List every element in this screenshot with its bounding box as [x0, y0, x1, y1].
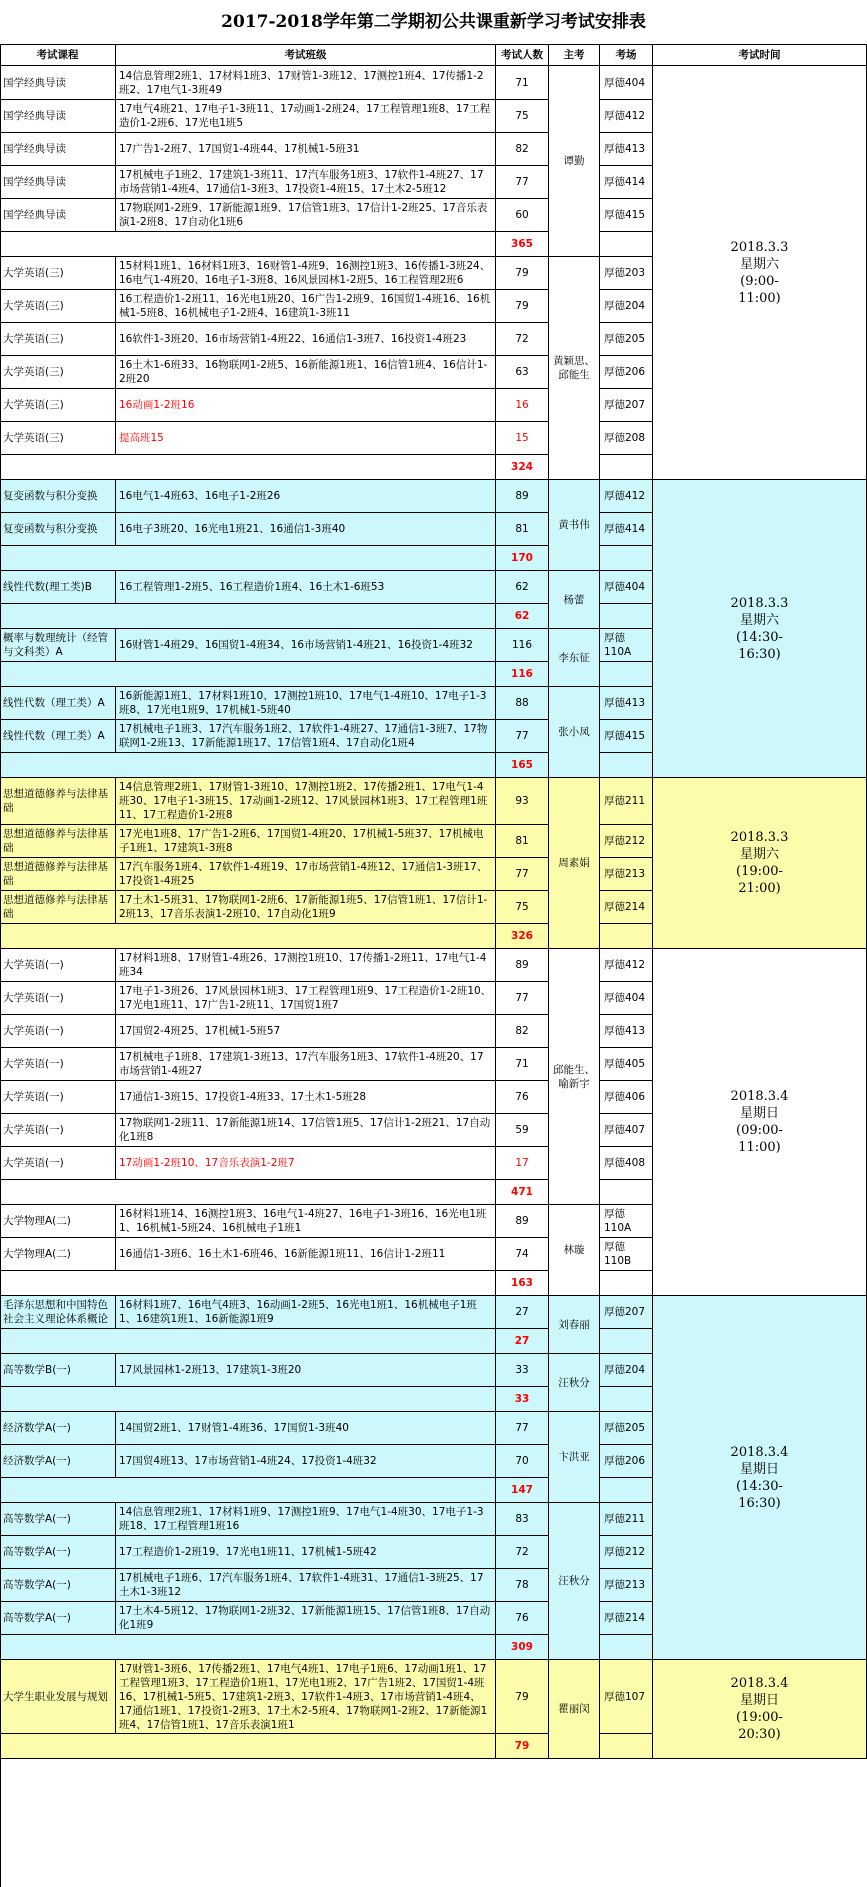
- count-cell: 79: [496, 1660, 549, 1734]
- course-cell: 国学经典导读: [0, 66, 116, 100]
- subtotal-spacer: [0, 753, 496, 778]
- examiner-cell: 张小凤: [549, 687, 600, 778]
- room-cell: 厚德412: [600, 949, 653, 982]
- classes-cell: 17机械电子1班6、17汽车服务1班4、17软件1-4班31、17通信1-3班25、17土木1-3班12: [116, 1569, 496, 1602]
- classes-cell: 16电气1-4班63、16电子1-2班26: [116, 480, 496, 513]
- course-cell: 大学英语(一): [0, 1081, 116, 1114]
- classes-cell: 17土木4-5班12、17物联网1-2班32、17新能源1班15、17信管1班8、17自动化1班9: [116, 1602, 496, 1635]
- course-cell: 思想道德修养与法律基础: [0, 891, 116, 924]
- classes-cell: 17国贸2-4班25、17机械1-5班57: [116, 1015, 496, 1048]
- course-cell: 毛泽东思想和中国特色社会主义理论体系概论: [0, 1296, 116, 1329]
- count-cell: 89: [496, 949, 549, 982]
- subtotal-room-spacer: [600, 1734, 653, 1759]
- count-cell: 60: [496, 199, 549, 232]
- course-cell: 大学英语(三): [0, 323, 116, 356]
- course-cell: 国学经典导读: [0, 199, 116, 232]
- subtotal-room-spacer: [600, 924, 653, 949]
- count-cell: 63: [496, 356, 549, 389]
- classes-cell: 17电子1-3班26、17风景园林1班3、17工程管理1班9、17工程造价1-2班10、17光电1班11、17广告1-2班11、17国贸1班7: [116, 982, 496, 1015]
- count-cell: 74: [496, 1238, 549, 1271]
- room-cell: 厚德404: [600, 982, 653, 1015]
- subtotal-room-spacer: [600, 753, 653, 778]
- examiner-cell: 刘春丽: [549, 1296, 600, 1354]
- count-cell: 93: [496, 778, 549, 825]
- examiner-cell: 卞洪亚: [549, 1412, 600, 1503]
- course-cell: 概率与数理统计（经管与文科类）A: [0, 629, 116, 662]
- room-cell: 厚德211: [600, 1503, 653, 1536]
- subtotal-room-spacer: [600, 662, 653, 687]
- subtotal-count: 62: [496, 604, 549, 629]
- subtotal-count: 165: [496, 753, 549, 778]
- subtotal-room-spacer: [600, 1329, 653, 1354]
- subtotal-count: 163: [496, 1271, 549, 1296]
- subtotal-spacer: [0, 604, 496, 629]
- room-cell: 厚德204: [600, 290, 653, 323]
- classes-cell: 16电子3班20、16光电1班21、16通信1-3班40: [116, 513, 496, 546]
- count-cell: 70: [496, 1445, 549, 1478]
- subtotal-count: 326: [496, 924, 549, 949]
- examiner-cell: 周素娟: [549, 778, 600, 949]
- subtotal-room-spacer: [600, 604, 653, 629]
- room-cell: 厚德408: [600, 1147, 653, 1180]
- count-cell: 81: [496, 513, 549, 546]
- subtotal-count: 471: [496, 1180, 549, 1205]
- room-cell: 厚德413: [600, 133, 653, 166]
- subtotal-count: 147: [496, 1478, 549, 1503]
- count-cell: 27: [496, 1296, 549, 1329]
- subtotal-count: 365: [496, 232, 549, 257]
- course-cell: 线性代数（理工类）A: [0, 720, 116, 753]
- classes-cell: 16材料1班14、16测控1班3、16电气1-4班27、16电子1-3班16、16光电1班1、16机械1-5班24、16机械电子1班1: [116, 1205, 496, 1238]
- count-cell: 76: [496, 1602, 549, 1635]
- examiner-cell: 邱能生、喻新宇: [549, 949, 600, 1205]
- course-cell: 大学英语(一): [0, 1048, 116, 1081]
- room-cell: 厚德212: [600, 1536, 653, 1569]
- room-cell: 厚德206: [600, 356, 653, 389]
- classes-cell: 17财管1-3班6、17传播2班1、17电气4班1、17电子1班6、17动画1班1、17工程管理1班3、17工程造价1班1、17光电1班2、17广告1班2、17国贸1-4班16、17机械1-5班5、17建筑1-2班3、17软件1-4班3、17市场营销1-4班4、17通信1班1、17投资1-2班3、17土木2-5班4、17物联网1-2班2、17新能源1班4、17信管1班1、17音乐表演1班1: [116, 1660, 496, 1734]
- course-cell: 大学英语(三): [0, 389, 116, 422]
- room-cell: 厚德107: [600, 1660, 653, 1734]
- subtotal-room-spacer: [600, 1635, 653, 1660]
- sheet-title: 2017-2018学年第二学期初公共课重新学习考试安排表: [221, 12, 646, 32]
- classes-cell: 16通信1-3班6、16土木1-6班46、16新能源1班11、16信计1-2班11: [116, 1238, 496, 1271]
- course-cell: 大学英语(一): [0, 949, 116, 982]
- subtotal-count: 324: [496, 455, 549, 480]
- count-cell: 89: [496, 1205, 549, 1238]
- exam-time-cell: 2018.3.3 星期六 (14:30- 16:30): [653, 480, 867, 778]
- course-cell: 大学英语(一): [0, 1114, 116, 1147]
- examiner-cell: 李东征: [549, 629, 600, 687]
- course-cell: 思想道德修养与法律基础: [0, 858, 116, 891]
- subtotal-count: 79: [496, 1734, 549, 1759]
- room-cell: 厚德205: [600, 1412, 653, 1445]
- course-cell: 思想道德修养与法律基础: [0, 778, 116, 825]
- room-cell: 厚德404: [600, 66, 653, 100]
- course-cell: 大学英语(一): [0, 1015, 116, 1048]
- count-cell: 75: [496, 100, 549, 133]
- count-cell: 62: [496, 571, 549, 604]
- classes-cell: 14信息管理2班1、17材料1班3、17财管1-3班12、17测控1班4、17传播1-2班2、17电气1-3班49: [116, 66, 496, 100]
- course-cell: 大学英语(一): [0, 982, 116, 1015]
- subtotal-room-spacer: [600, 232, 653, 257]
- course-cell: 大学英语(三): [0, 257, 116, 290]
- count-cell: 79: [496, 290, 549, 323]
- course-cell: 国学经典导读: [0, 100, 116, 133]
- course-cell: 思想道德修养与法律基础: [0, 825, 116, 858]
- course-cell: 国学经典导读: [0, 133, 116, 166]
- subtotal-spacer: [0, 1478, 496, 1503]
- subtotal-count: 309: [496, 1635, 549, 1660]
- course-cell: 大学物理A(二): [0, 1238, 116, 1271]
- count-cell: 89: [496, 480, 549, 513]
- room-cell: 厚德207: [600, 389, 653, 422]
- subtotal-spacer: [0, 546, 496, 571]
- room-cell: 厚德413: [600, 1015, 653, 1048]
- room-cell: 厚德205: [600, 323, 653, 356]
- count-cell: 77: [496, 720, 549, 753]
- count-cell: 72: [496, 323, 549, 356]
- count-cell: 116: [496, 629, 549, 662]
- exam-time-cell: 2018.3.3 星期六 (9:00- 11:00): [653, 66, 867, 480]
- course-cell: 高等数学B(一): [0, 1354, 116, 1387]
- room-cell: 厚德413: [600, 687, 653, 720]
- subtotal-spacer: [0, 1387, 496, 1412]
- classes-cell: 17动画1-2班10、17音乐表演1-2班7: [116, 1147, 496, 1180]
- room-cell: 厚德110A: [600, 629, 653, 662]
- course-cell: 复变函数与积分变换: [0, 513, 116, 546]
- subtotal-room-spacer: [600, 455, 653, 480]
- subtotal-spacer: [0, 1329, 496, 1354]
- classes-cell: 17工程造价1-2班19、17光电1班11、17机械1-5班42: [116, 1536, 496, 1569]
- count-cell: 77: [496, 982, 549, 1015]
- room-cell: 厚德404: [600, 571, 653, 604]
- classes-cell: 17物联网1-2班9、17新能源1班9、17信管1班3、17信计1-2班25、17音乐表演1-2班8、17自动化1班6: [116, 199, 496, 232]
- exam-time-cell: 2018.3.4 星期日 (09:00- 11:00): [653, 949, 867, 1296]
- examiner-cell: 汪秋分: [549, 1503, 600, 1660]
- room-cell: 厚德412: [600, 100, 653, 133]
- course-cell: 线性代数(理工类)B: [0, 571, 116, 604]
- room-cell: 厚德214: [600, 1602, 653, 1635]
- subtotal-room-spacer: [600, 1271, 653, 1296]
- exam-time-cell: 2018.3.4 星期日 (19:00- 20:30): [653, 1660, 867, 1759]
- subtotal-spacer: [0, 1734, 496, 1759]
- subtotal-spacer: [0, 1180, 496, 1205]
- classes-cell: 17电气4班21、17电子1-3班11、17动画1-2班24、17工程管理1班8、17工程造价1-2班6、17光电1班5: [116, 100, 496, 133]
- course-cell: 大学英语(三): [0, 422, 116, 455]
- header-examiner: 主考: [549, 44, 600, 66]
- course-cell: 经济数学A(一): [0, 1445, 116, 1478]
- course-cell: 复变函数与积分变换: [0, 480, 116, 513]
- examiner-cell: 林璇: [549, 1205, 600, 1296]
- count-cell: 82: [496, 1015, 549, 1048]
- count-cell: 83: [496, 1503, 549, 1536]
- course-cell: 大学生职业发展与规划: [0, 1660, 116, 1734]
- course-cell: 国学经典导读: [0, 166, 116, 199]
- classes-cell: 17机械电子1班3、17汽车服务1班2、17软件1-4班27、17通信1-3班7、17物联网1-2班13、17新能源1班17、17信管1班4、17自动化1班4: [116, 720, 496, 753]
- subtotal-spacer: [0, 1271, 496, 1296]
- count-cell: 82: [496, 133, 549, 166]
- classes-cell: 17国贸4班13、17市场营销1-4班24、17投资1-4班32: [116, 1445, 496, 1478]
- room-cell: 厚德415: [600, 199, 653, 232]
- count-cell: 77: [496, 166, 549, 199]
- classes-cell: 17汽车服务1班4、17软件1-4班19、17市场营销1-4班12、17通信1-3班17、17投资1-4班25: [116, 858, 496, 891]
- exam-time-cell: 2018.3.4 星期日 (14:30- 16:30): [653, 1296, 867, 1660]
- room-cell: 厚德207: [600, 1296, 653, 1329]
- exam-time-cell: 2018.3.3 星期六 (19:00- 21:00): [653, 778, 867, 949]
- course-cell: 大学英语(三): [0, 290, 116, 323]
- subtotal-count: 33: [496, 1387, 549, 1412]
- subtotal-spacer: [0, 662, 496, 687]
- classes-cell: 16工程造价1-2班11、16光电1班20、16广告1-2班9、16国贸1-4班16、16机械1-5班8、16机械电子1-2班4、16建筑1-3班11: [116, 290, 496, 323]
- room-cell: 厚德213: [600, 858, 653, 891]
- count-cell: 78: [496, 1569, 549, 1602]
- room-cell: 厚德405: [600, 1048, 653, 1081]
- count-cell: 72: [496, 1536, 549, 1569]
- subtotal-count: 116: [496, 662, 549, 687]
- examiner-cell: 汪秋分: [549, 1354, 600, 1412]
- subtotal-count: 170: [496, 546, 549, 571]
- header-classes: 考试班级: [116, 44, 496, 66]
- classes-cell: 15材料1班1、16材料1班3、16财管1-4班9、16测控1班3、16传播1-3班24、16电气1-4班20、16电子1-3班8、16风景园林1-2班5、16工程管理2班6: [116, 257, 496, 290]
- classes-cell: 14信息管理2班1、17材料1班9、17测控1班9、17电气1-4班30、17电子1-3班18、17工程管理1班16: [116, 1503, 496, 1536]
- subtotal-room-spacer: [600, 1387, 653, 1412]
- count-cell: 81: [496, 825, 549, 858]
- count-cell: 17: [496, 1147, 549, 1180]
- course-cell: 经济数学A(一): [0, 1412, 116, 1445]
- classes-cell: 17材料1班8、17财管1-4班26、17测控1班10、17传播1-2班11、17电气1-4班34: [116, 949, 496, 982]
- header-count: 考试人数: [496, 44, 549, 66]
- room-cell: 厚德415: [600, 720, 653, 753]
- room-cell: 厚德414: [600, 513, 653, 546]
- room-cell: 厚德211: [600, 778, 653, 825]
- course-cell: 高等数学A(一): [0, 1602, 116, 1635]
- course-cell: 大学英语(三): [0, 356, 116, 389]
- subtotal-spacer: [0, 455, 496, 480]
- subtotal-spacer: [0, 924, 496, 949]
- room-cell: 厚德213: [600, 1569, 653, 1602]
- classes-cell: 16工程管理1-2班5、16工程造价1班4、16土木1-6班53: [116, 571, 496, 604]
- classes-cell: 14国贸2班1、17财管1-4班36、17国贸1-3班40: [116, 1412, 496, 1445]
- count-cell: 76: [496, 1081, 549, 1114]
- classes-cell: 17风景园林1-2班13、17建筑1-3班20: [116, 1354, 496, 1387]
- course-cell: 线性代数（理工类）A: [0, 687, 116, 720]
- classes-cell: 16动画1-2班16: [116, 389, 496, 422]
- subtotal-spacer: [0, 232, 496, 257]
- classes-cell: 14信息管理2班1、17财管1-3班10、17测控1班2、17传播2班1、17电气1-4班30、17电子1-3班15、17动画1-2班12、17风景园林1班3、17工程管理1班11、17工程造价1-2班8: [116, 778, 496, 825]
- count-cell: 79: [496, 257, 549, 290]
- classes-cell: 17机械电子1班8、17建筑1-3班13、17汽车服务1班3、17软件1-4班20、17市场营销1-4班27: [116, 1048, 496, 1081]
- room-cell: 厚德208: [600, 422, 653, 455]
- course-cell: 大学物理A(二): [0, 1205, 116, 1238]
- header-room: 考场: [600, 44, 653, 66]
- room-cell: 厚德204: [600, 1354, 653, 1387]
- examiner-cell: 黄书伟: [549, 480, 600, 571]
- examiner-cell: 瞿丽闵: [549, 1660, 600, 1759]
- classes-cell: 16材料1班7、16电气4班3、16动画1-2班5、16光电1班1、16机械电子1班1、16建筑1班1、16新能源1班9: [116, 1296, 496, 1329]
- count-cell: 15: [496, 422, 549, 455]
- room-cell: 厚德212: [600, 825, 653, 858]
- classes-cell: 17光电1班8、17广告1-2班6、17国贸1-4班20、17机械1-5班37、17机械电子1班1、17建筑1-3班8: [116, 825, 496, 858]
- count-cell: 71: [496, 1048, 549, 1081]
- examiner-cell: 谭勤: [549, 66, 600, 257]
- count-cell: 77: [496, 858, 549, 891]
- subtotal-room-spacer: [600, 1180, 653, 1205]
- header-time: 考试时间: [653, 44, 867, 66]
- room-cell: 厚德407: [600, 1114, 653, 1147]
- room-cell: 厚德412: [600, 480, 653, 513]
- subtotal-room-spacer: [600, 546, 653, 571]
- subtotal-spacer: [0, 1635, 496, 1660]
- room-cell: 厚德214: [600, 891, 653, 924]
- classes-cell: 16软件1-3班20、16市场营销1-4班22、16通信1-3班7、16投资1-4班23: [116, 323, 496, 356]
- header-course: 考试课程: [0, 44, 116, 66]
- course-cell: 高等数学A(一): [0, 1569, 116, 1602]
- course-cell: 高等数学A(一): [0, 1536, 116, 1569]
- count-cell: 16: [496, 389, 549, 422]
- classes-cell: 17机械电子1班2、17建筑1-3班11、17汽车服务1班3、17软件1-4班27、17市场营销1-4班4、17通信1-3班3、17投资1-4班15、17土木2-5班12: [116, 166, 496, 199]
- room-cell: 厚德203: [600, 257, 653, 290]
- classes-cell: 16新能源1班1、17材料1班10、17测控1班10、17电气1-4班10、17电子1-3班8、17光电1班9、17机械1-5班40: [116, 687, 496, 720]
- room-cell: 厚德406: [600, 1081, 653, 1114]
- classes-cell: 17通信1-3班15、17投资1-4班33、17土木1-5班28: [116, 1081, 496, 1114]
- classes-cell: 16财管1-4班29、16国贸1-4班34、16市场营销1-4班21、16投资1-4班32: [116, 629, 496, 662]
- course-cell: 高等数学A(一): [0, 1503, 116, 1536]
- classes-cell: 17土木1-5班31、17物联网1-2班6、17新能源1班5、17信管1班1、17信计1-2班13、17音乐表演1-2班10、17自动化1班9: [116, 891, 496, 924]
- examiner-cell: 杨蕾: [549, 571, 600, 629]
- subtotal-room-spacer: [600, 1478, 653, 1503]
- room-cell: 厚德110B: [600, 1238, 653, 1271]
- count-cell: 88: [496, 687, 549, 720]
- count-cell: 77: [496, 1412, 549, 1445]
- classes-cell: 17物联网1-2班11、17新能源1班14、17信管1班5、17信计1-2班21、17自动化1班8: [116, 1114, 496, 1147]
- count-cell: 75: [496, 891, 549, 924]
- classes-cell: 16土木1-6班33、16物联网1-2班5、16新能源1班1、16信管1班4、16信计1-2班20: [116, 356, 496, 389]
- count-cell: 71: [496, 66, 549, 100]
- subtotal-count: 27: [496, 1329, 549, 1354]
- room-cell: 厚德206: [600, 1445, 653, 1478]
- count-cell: 59: [496, 1114, 549, 1147]
- classes-cell: 提高班15: [116, 422, 496, 455]
- examiner-cell: 黄颖思、邱能生: [549, 257, 600, 480]
- room-cell: 厚德110A: [600, 1205, 653, 1238]
- classes-cell: 17广告1-2班7、17国贸1-4班44、17机械1-5班31: [116, 133, 496, 166]
- count-cell: 33: [496, 1354, 549, 1387]
- course-cell: 大学英语(一): [0, 1147, 116, 1180]
- room-cell: 厚德414: [600, 166, 653, 199]
